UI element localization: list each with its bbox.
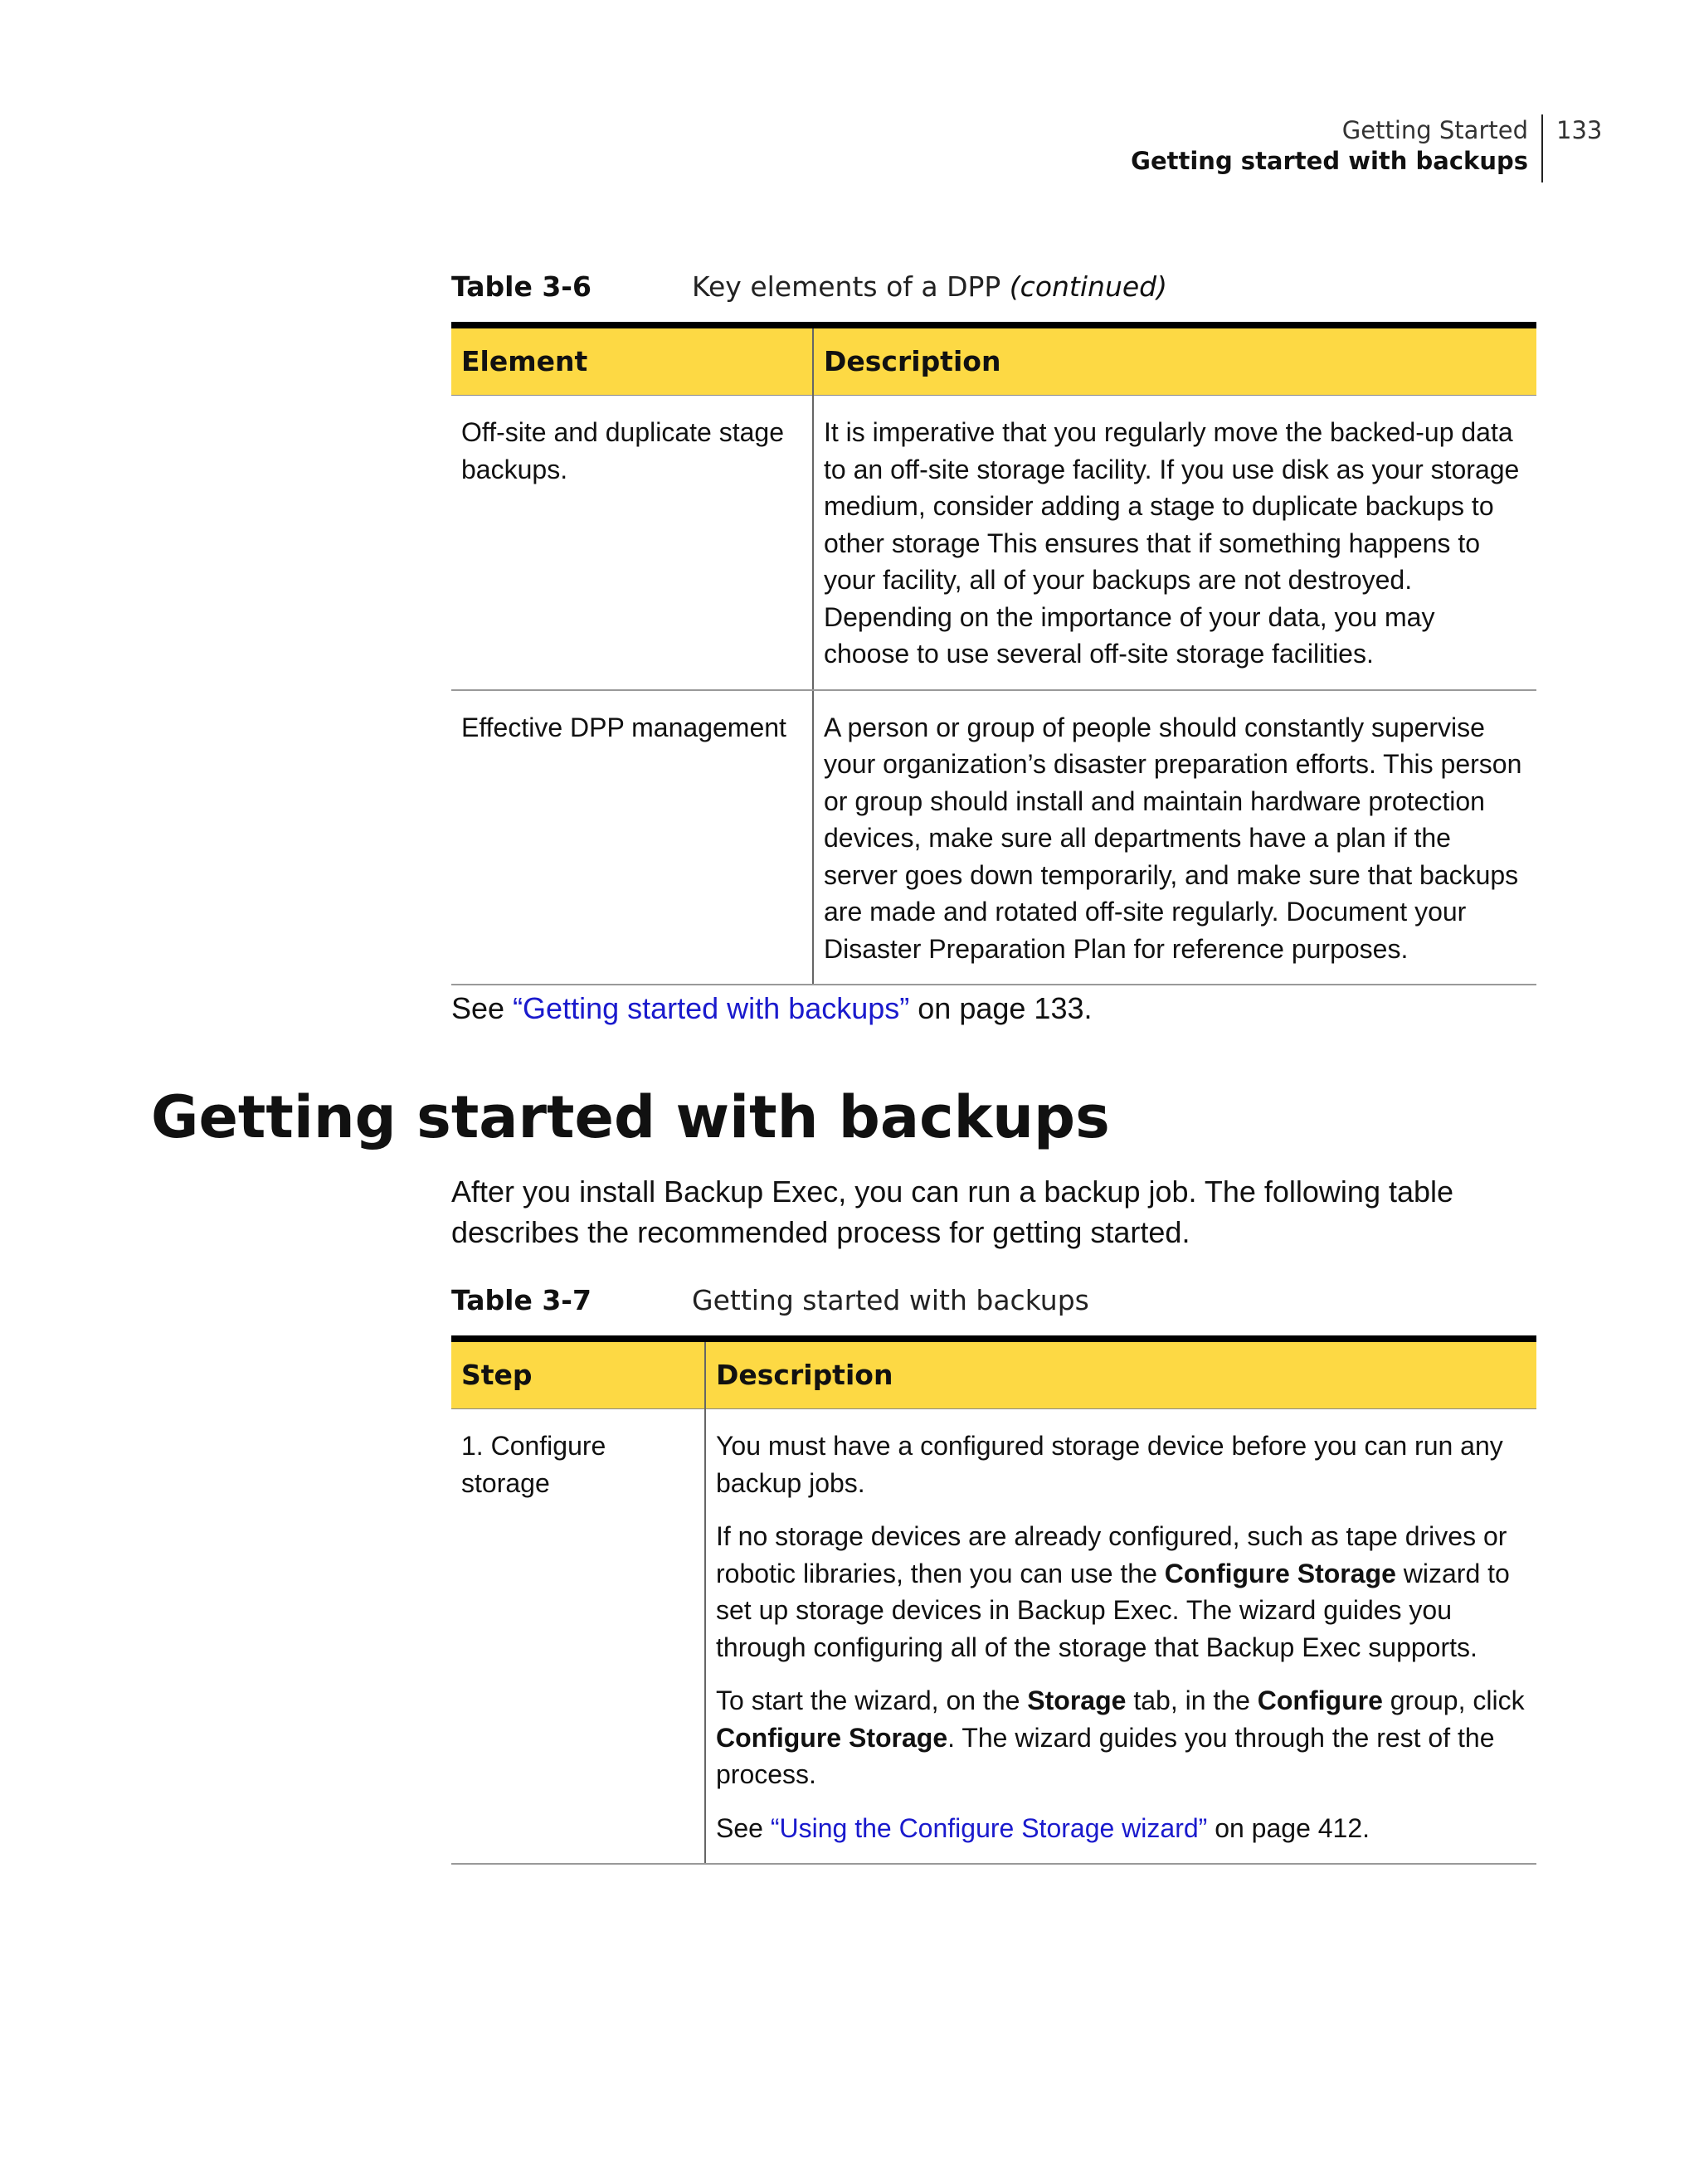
dpp-elements-table	[451, 322, 1536, 985]
column-header-description: Description	[813, 325, 1536, 396]
section-heading: Getting started with backups	[151, 1083, 1110, 1151]
description-paragraph: See “Using the Configure Storage wizard” on page 412.	[716, 1812, 1370, 1843]
see-suffix: on page 133.	[909, 991, 1093, 1025]
chapter-title: Getting Started	[1341, 116, 1528, 144]
description-cell: It is imperative that you regularly move the backed-up data to an off-site storage facility. If you use disk as your storage medium, consider adding a stage to duplicate backups to other storage This ensures that if something happens to your facility, all of your backups are not destroyed. Depending on the importance of your data, you may choose to use several off-site storage facilities.	[813, 396, 1536, 690]
table-header-row	[451, 325, 1536, 396]
see-prefix: See	[451, 991, 514, 1025]
column-header-description: Description	[705, 1339, 1536, 1409]
table-row	[451, 396, 1536, 690]
section-title: Getting started with backups	[1131, 147, 1528, 175]
description-paragraph: You must have a configured storage device before you can run any backup jobs.	[716, 1431, 1503, 1498]
ui-term-storage: Storage	[1027, 1685, 1127, 1715]
table-header-row	[451, 1339, 1536, 1409]
element-cell: Effective DPP management	[451, 690, 813, 985]
getting-started-link[interactable]: “Getting started with backups”	[513, 991, 910, 1025]
column-header-element: Element	[451, 325, 813, 396]
table-title: Key elements of a DPP	[692, 270, 1010, 303]
description-cell	[705, 1409, 1536, 1865]
table-continued-label: (continued)	[1009, 270, 1167, 303]
description-paragraph: To start the wizard, on the Storage tab, in the Configure group, click Configure Storage. The wizard guides you through the rest of the process.	[716, 1685, 1525, 1789]
ui-term-configure-storage: Configure Storage	[1164, 1558, 1396, 1588]
element-cell: Off-site and duplicate stage backups.	[451, 396, 813, 690]
step-cell: 1. Configure storage	[451, 1409, 705, 1865]
description-cell: A person or group of people should constantly supervise your organization’s disaster preparation efforts. This person or group should install and maintain hardware protection devices, make sure all departments have a plan if the server goes down temporarily, and make sure that backups are made and rotated off-site regularly. Document your Disaster Preparation Plan for reference purposes.	[813, 690, 1536, 985]
table-title: Getting started with backups	[692, 1284, 1089, 1316]
intro-paragraph: After you install Backup Exec, you can run a backup job. The following table describes the recommended process for getting started.	[451, 1175, 1454, 1249]
column-header-step: Step	[451, 1339, 705, 1409]
table-3-7-caption	[451, 1282, 1089, 1319]
running-header	[1131, 114, 1543, 182]
configure-storage-wizard-link[interactable]: “Using the Configure Storage wizard”	[770, 1812, 1208, 1843]
table-number: Table 3-6	[451, 270, 591, 303]
table-number: Table 3-7	[451, 1284, 591, 1316]
table-3-6-caption	[451, 269, 1167, 305]
description-paragraph: If no storage devices are already configured, such as tape drives or robotic libraries, then you can use the Configure Storage wizard to set up storage devices in Backup Exec. The wizard guides you through configuring all of the storage that Backup Exec supports.	[716, 1521, 1510, 1662]
ui-term-configure: Configure	[1257, 1685, 1383, 1715]
see-reference	[451, 989, 1092, 1029]
getting-started-table	[451, 1335, 1536, 1865]
ui-term-configure-storage: Configure Storage	[716, 1722, 948, 1753]
table-row	[451, 690, 1536, 985]
table-row	[451, 1409, 1536, 1865]
page-number: 133	[1556, 116, 1603, 144]
